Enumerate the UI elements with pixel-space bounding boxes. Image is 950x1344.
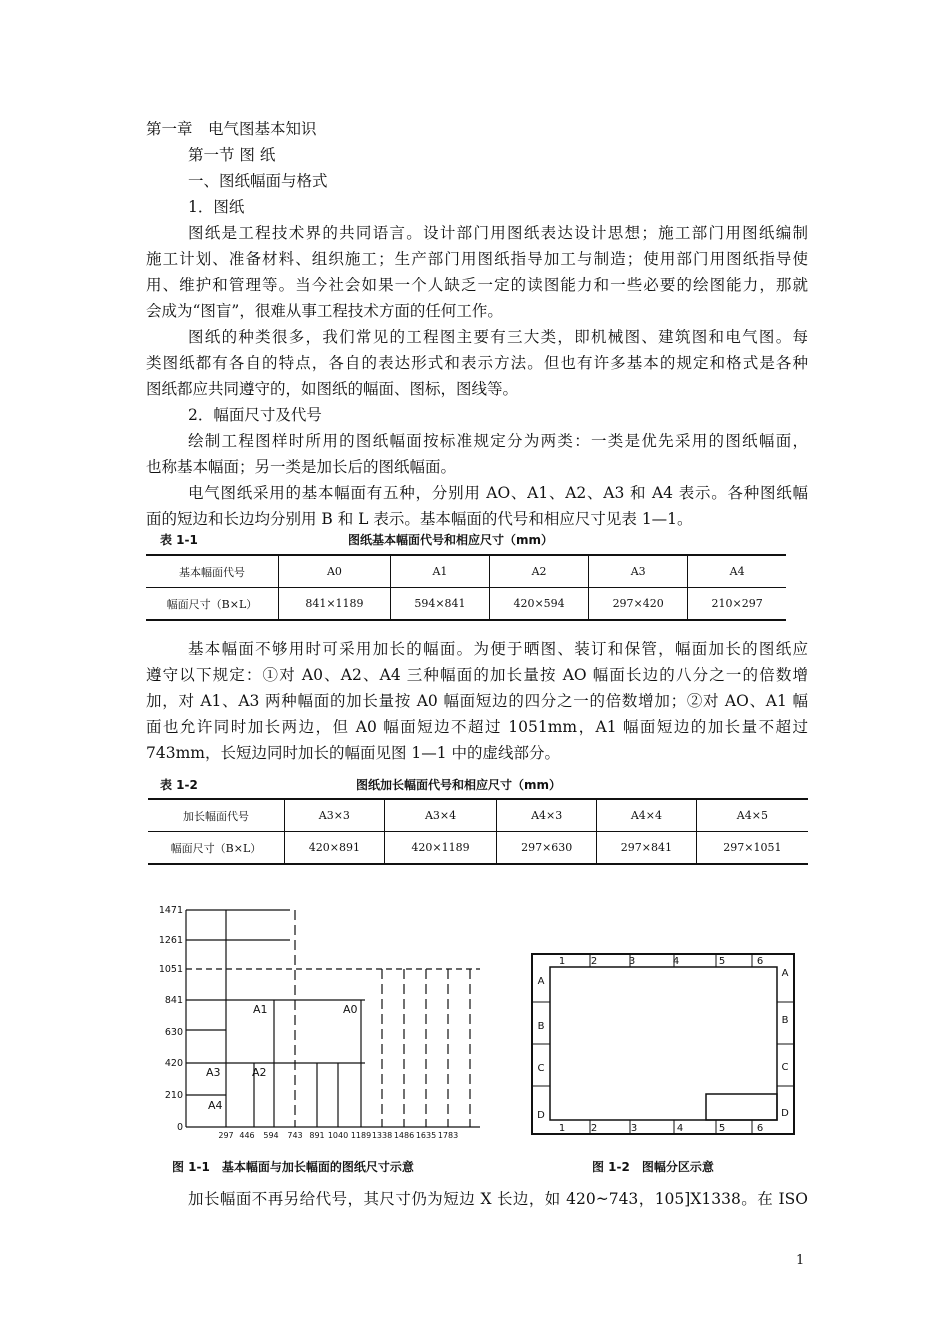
table2-cell: 420×891 (285, 832, 385, 865)
para3-line: 绘制工程图样时所用的图纸幅面按标准规定分为两类：一类是优先采用的图纸幅面， (188, 432, 808, 450)
fig1-caption: 图 1-1 基本幅面与加长幅面的图纸尺寸示意 (172, 1160, 414, 1174)
table2-cell: 297×841 (597, 832, 697, 865)
table1 (146, 554, 786, 621)
fig1-label-a1: A1 (253, 1003, 268, 1016)
table1-cell: A4 (688, 555, 786, 588)
table1-cell: 841×1189 (279, 588, 391, 621)
table2-row-sizes (148, 832, 808, 865)
fig2-row-label-right: B (781, 1015, 789, 1026)
para5-line: 基本幅面不够用时可采用加长的幅面。为便于晒图、装订和保管，幅面加长的图纸应 (188, 640, 808, 658)
para5-line: 面也允许同时加长两边，但 A0 幅面短边不超过 1051mm，A1 幅面短边的加长量不超过 (146, 718, 808, 736)
chapter-title: 第一章 电气图基本知识 (146, 120, 317, 138)
fig1-y-tick: 841 (164, 995, 183, 1006)
para6-line: 加长幅面不再另给代号，其尺寸仍为短边 X 长边，如 420~743，105]X1338。在 ISO (188, 1190, 808, 1208)
para5-line: 加，对 A1、A3 两种幅面的加长量按 A0 幅面短边的四分之一的倍数增加；②对 AO、A1 幅 (146, 692, 808, 710)
fig2-col-label-bottom: 4 (676, 1123, 684, 1134)
para4-line: 面的短边和长边均分别用 B 和 L 表示。基本幅面的代号和相应尺寸见表 1—1。 (146, 510, 693, 528)
table2-title: 图纸加长幅面代号和相应尺寸（mm） (356, 778, 562, 792)
fig2-row-label-right: C (781, 1062, 789, 1073)
table1-cell: 210×297 (688, 588, 786, 621)
fig2-col-label-top: 6 (756, 956, 764, 967)
fig2-row-label-left: C (537, 1063, 545, 1074)
section-title: 第一节 图 纸 (188, 146, 276, 164)
table2-label: 表 1-2 (160, 778, 198, 792)
table1-row1-header: 基本幅面代号 (146, 555, 279, 588)
para3-line: 也称基本幅面；另一类是加长后的图纸幅面。 (146, 458, 457, 476)
table1-row-codes (146, 555, 786, 588)
fig1-x-tick: 297 (218, 1131, 234, 1140)
fig1-x-tick: 1783 (437, 1131, 459, 1140)
figure-1-1 (150, 890, 490, 1146)
para1-line: 施工计划、准备材料、组织施工；生产部门用图纸指导加工与制造；使用部门用图纸指导使 (146, 250, 808, 268)
para4-line: 电气图纸采用的基本幅面有五种，分别用 AO、A1、A2、A3 和 A4 表示。各种图纸幅 (188, 484, 808, 502)
table1-cell: 297×420 (589, 588, 688, 621)
table1-label: 表 1-1 (160, 533, 198, 547)
table1-row-sizes (146, 588, 786, 621)
table2-row2-header: 幅面尺寸（B×L） (148, 832, 285, 865)
table1-cell: A3 (589, 555, 688, 588)
fig1-label-a2: A2 (252, 1066, 267, 1079)
fig2-row-label-left: D (537, 1110, 545, 1121)
fig1-x-tick: 446 (239, 1131, 255, 1140)
table1-cell: 420×594 (490, 588, 589, 621)
fig1-y-tick: 1261 (158, 935, 183, 946)
item-heading-2: 2．幅面尺寸及代号 (188, 406, 322, 424)
table2 (148, 798, 808, 865)
table1-cell: 594×841 (390, 588, 489, 621)
table2-cell: A4×5 (696, 799, 808, 832)
fig2-col-label-top: 1 (558, 956, 566, 967)
fig1-x-tick: 1486 (393, 1131, 415, 1140)
fig1-x-tick: 1189 (350, 1131, 372, 1140)
fig2-col-label-bottom: 3 (630, 1123, 638, 1134)
table1-cell: A0 (279, 555, 391, 588)
fig1-label-a4: A4 (208, 1099, 223, 1112)
table2-cell: 420×1189 (384, 832, 497, 865)
table2-cell: 297×1051 (696, 832, 808, 865)
fig2-row-label-right: A (781, 968, 789, 979)
table2-cell: 297×630 (497, 832, 597, 865)
table2-cell: A4×3 (497, 799, 597, 832)
subsection-title: 一、图纸幅面与格式 (188, 172, 328, 190)
fig1-y-tick: 210 (164, 1090, 183, 1101)
fig2-col-label-top: 5 (718, 956, 726, 967)
fig1-y-tick: 420 (164, 1058, 183, 1069)
fig2-col-label-bottom: 6 (756, 1123, 764, 1134)
fig2-col-label-bottom: 5 (718, 1123, 726, 1134)
fig1-x-tick: 891 (309, 1131, 325, 1140)
fig1-y-tick: 1471 (158, 905, 183, 916)
para2-line: 图纸都应共同遵守的，如图纸的幅面、图标，图线等。 (146, 380, 519, 398)
fig2-col-label-top: 4 (672, 956, 680, 967)
fig1-x-tick: 1040 (327, 1131, 349, 1140)
fig2-col-label-top: 3 (628, 956, 636, 967)
fig1-x-tick: 594 (263, 1131, 279, 1140)
fig1-label-a3: A3 (206, 1066, 221, 1079)
fig1-y-tick: 1051 (158, 964, 183, 975)
fig1-x-tick: 743 (287, 1131, 303, 1140)
table2-cell: A3×4 (384, 799, 497, 832)
fig1-y-tick: 630 (164, 1027, 183, 1038)
table1-cell: A1 (390, 555, 489, 588)
para2-line: 类图纸都有各自的特点，各自的表达形式和表示方法。但也有许多基本的规定和格式是各种 (146, 354, 808, 372)
para1-line: 会成为“图盲”，很难从事工程技术方面的任何工作。 (146, 302, 503, 320)
fig2-col-label-bottom: 2 (590, 1123, 598, 1134)
table2-cell: A3×3 (285, 799, 385, 832)
table2-row-codes (148, 799, 808, 832)
fig2-caption: 图 1-2 图幅分区示意 (592, 1160, 714, 1174)
table2-cell: A4×4 (597, 799, 697, 832)
fig2-col-label-bottom: 1 (558, 1123, 566, 1134)
para2-line: 图纸的种类很多，我们常见的工程图主要有三大类，即机械图、建筑图和电气图。每 (188, 328, 808, 346)
fig2-col-label-top: 2 (590, 956, 598, 967)
fig2-row-label-left: A (537, 976, 545, 987)
table1-title: 图纸基本幅面代号和相应尺寸（mm） (348, 533, 554, 547)
table1-cell: A2 (490, 555, 589, 588)
fig2-row-label-left: B (537, 1021, 545, 1032)
fig1-x-tick: 1635 (415, 1131, 437, 1140)
para5-line: 遵守以下规定：①对 A0、A2、A4 三种幅面的加长量按 AO 幅面长边的八分之一的倍数增 (146, 666, 808, 684)
item-heading-1: 1．图纸 (188, 198, 245, 216)
table1-row2-header: 幅面尺寸（B×L） (146, 588, 279, 621)
page-number: 1 (796, 1253, 805, 1268)
fig1-y-tick: 0 (176, 1122, 183, 1133)
fig2-row-label-right: D (781, 1108, 789, 1119)
para1-line: 用、维护和管理等。当今社会如果一个人缺乏一定的读图能力和一些必要的绘图能力，那就 (146, 276, 808, 294)
table2-row1-header: 加长幅面代号 (148, 799, 285, 832)
para1-line: 图纸是工程技术界的共同语言。设计部门用图纸表达设计思想；施工部门用图纸编制 (188, 224, 808, 242)
para5-line: 743mm，长短边同时加长的幅面见图 1—1 中的虚线部分。 (146, 744, 561, 762)
fig1-x-tick: 1338 (371, 1131, 393, 1140)
fig1-label-a0: A0 (343, 1003, 358, 1016)
figure-1-2 (528, 950, 798, 1140)
